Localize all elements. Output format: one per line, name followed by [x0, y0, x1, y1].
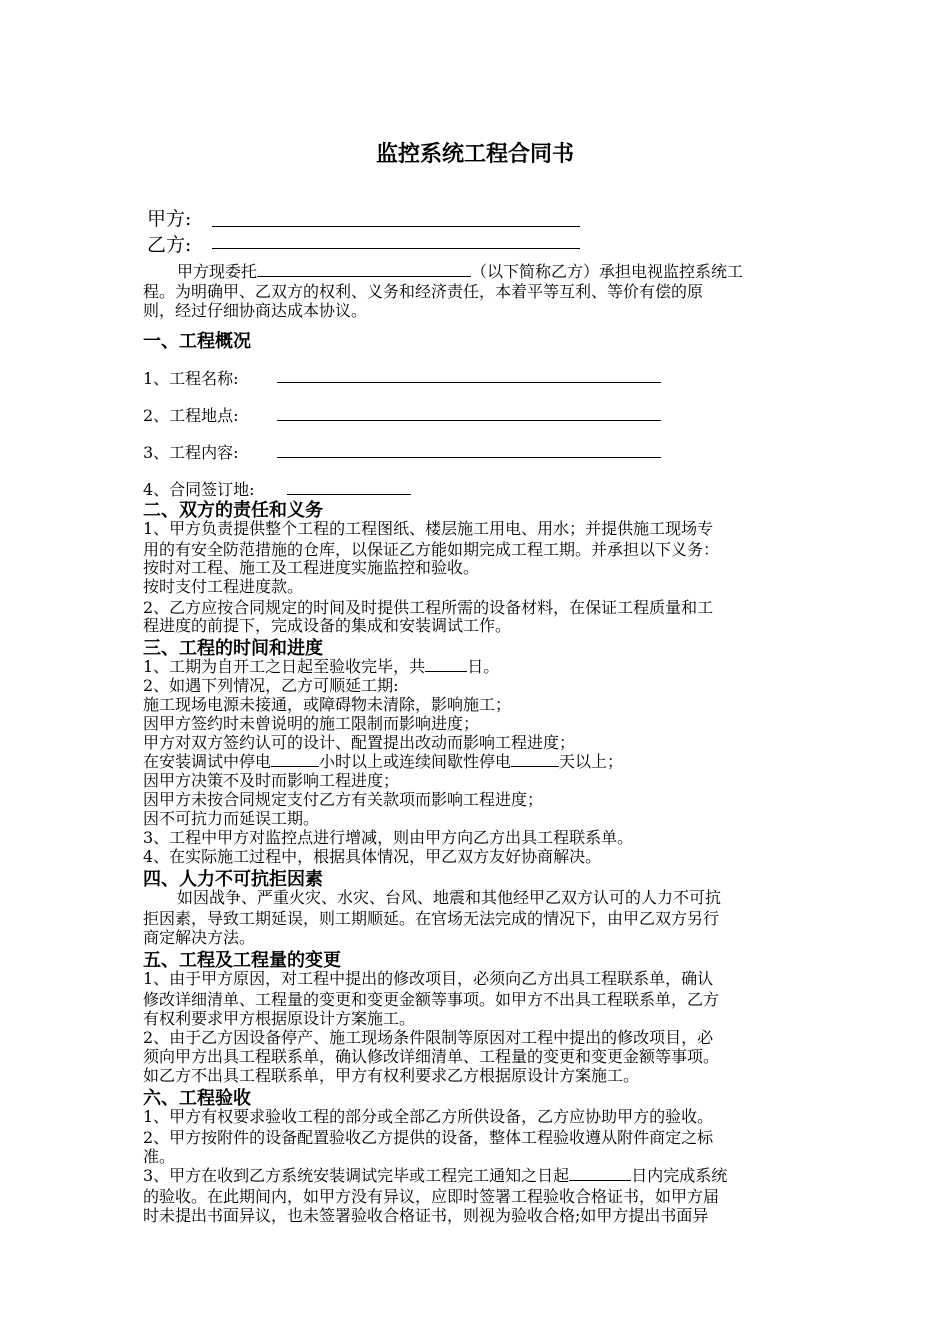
party-b-label: 乙方:: [147, 234, 192, 256]
section-5-heading: 五、工程及工程量的变更: [143, 950, 341, 971]
s2-line: 2、乙方应按合同规定的时间及时提供工程所需的设备材料，在保证工程质量和工: [143, 598, 714, 617]
signing-place-label: 4、合同签订地:: [143, 480, 255, 499]
project-location-blank[interactable]: [277, 420, 661, 421]
intro-line-1: [177, 261, 743, 282]
section-4-heading: 四、人力不可抗拒因素: [143, 869, 323, 890]
s6-line-4: [143, 1165, 727, 1186]
s3-line-6: [143, 751, 623, 772]
s3-l6-b: 小时以上或连续间歇性停电: [319, 752, 512, 771]
s2-line: 用的有安全防范措施的仓库，以保证乙方能如期完成工程工期。并承担以下义务：: [143, 540, 720, 559]
s3-line: 因不可抗力而延误工期。: [143, 809, 320, 828]
outage-days-blank[interactable]: [511, 752, 559, 767]
s3-line: 因甲方决策不及时而影响工程进度；: [143, 771, 400, 790]
s2-line: 按时支付工程进度款。: [143, 577, 304, 596]
project-name-blank[interactable]: [277, 382, 661, 383]
s6-line: 准。: [143, 1147, 176, 1166]
s6-line: 的验收。在此期间内，如甲方没有异议，应即时签署工程验收合格证书，如甲方届: [143, 1187, 720, 1206]
s3-l1-post: 日。: [467, 657, 500, 676]
s6-l4-post: 日内完成系统: [631, 1166, 728, 1185]
party-a-blank[interactable]: [212, 226, 580, 227]
intro-text-pre: 甲方现委托: [177, 262, 258, 281]
s6-line: 2、甲方按附件的设备配置验收乙方提供的设备，整体工程验收遵从附件商定之标: [143, 1128, 714, 1147]
project-content-blank[interactable]: [277, 457, 661, 458]
project-location-label: 2、工程地点:: [143, 406, 239, 425]
duration-days-blank[interactable]: [425, 657, 467, 672]
section-6-heading: 六、工程验收: [143, 1088, 251, 1109]
s6-l4-pre: 3、甲方在收到乙方系统安装调试完毕或工程完工通知之日起: [143, 1166, 570, 1185]
s3-line: 甲方对双方签约认可的设计、配置提出改动而影响工程进度；: [143, 733, 576, 752]
s5-line: 1、由于甲方原因，对工程中提出的修改项目，必须向乙方出具工程联系单，确认: [143, 969, 714, 988]
s5-line: 如乙方不出具工程联系单，甲方有权利要求乙方根据原设计方案施工。: [143, 1066, 640, 1085]
party-b-blank[interactable]: [212, 248, 580, 249]
s6-line: 1、甲方有权要求验收工程的部分或全部乙方所供设备，乙方应协助甲方的验收。: [143, 1107, 714, 1126]
party-a-label: 甲方:: [147, 208, 192, 230]
project-name-label: 1、工程名称:: [143, 369, 239, 388]
s3-l6-a: 在安装调试中停电: [143, 752, 272, 771]
page-title: 监控系统工程合同书: [375, 142, 574, 167]
signing-place-blank[interactable]: [287, 494, 411, 495]
section-1-heading: 一、工程概况: [143, 331, 251, 352]
s2-line: 1、甲方负责提供整个工程的工程图纸、楼层施工用电、用水；并提供施工现场专: [143, 519, 714, 538]
s2-line: 按时对工程、施工及工程进度实施监控和验收。: [143, 558, 480, 577]
s3-line: 因甲方签约时未曾说明的施工限制而影响进度；: [143, 714, 480, 733]
s2-line: 程进度的前提下，完成设备的集成和安装调试工作。: [143, 616, 512, 635]
s4-line: 拒因素，导致工期延误，则工期顺延。在官场无法完成的情况下，由甲乙双方另行: [143, 909, 720, 928]
intro-text-post: （以下简称乙方）承担电视监控系统工: [471, 262, 744, 281]
outage-hours-blank[interactable]: [271, 752, 319, 767]
s5-line: 有权利要求甲方根据原设计方案施工。: [143, 1009, 416, 1028]
s4-line: 如因战争、严重火灾、水灾、台风、地震和其他经甲乙双方认可的人力不可抗: [177, 888, 722, 907]
s3-line: 2、如遇下列情况，乙方可顺延工期:: [143, 676, 399, 695]
s6-line: 时未提出书面异议，也未签署验收合格证书，则视为验收合格;如甲方提出书面异: [143, 1206, 709, 1225]
project-content-label: 3、工程内容:: [143, 443, 239, 462]
s3-line-1: [143, 656, 499, 677]
s3-l1-pre: 1、工期为自开工之日起至验收完毕，共: [143, 657, 426, 676]
section-3-heading: 三、工程的时间和进度: [143, 638, 323, 659]
s5-line: 2、由于乙方因设备停产、施工现场条件限制等原因对工程中提出的修改项目，必: [143, 1028, 714, 1047]
s3-line: 因甲方未按合同规定支付乙方有关款项而影响工程进度；: [143, 790, 544, 809]
contractor-blank[interactable]: [257, 262, 471, 277]
s5-line: 修改详细清单、工程量的变更和变更金额等事项。如甲方不出具工程联系单，乙方: [143, 990, 720, 1009]
acceptance-days-blank[interactable]: [569, 1166, 631, 1181]
intro-line-3: 则，经过仔细协商达成本协议。: [143, 301, 368, 320]
s3-line: 3、工程中甲方对监控点进行增减，则由甲方向乙方出具工程联系单。: [143, 828, 634, 847]
s4-line: 商定解决方法。: [143, 928, 256, 947]
s3-l6-c: 天以上；: [559, 752, 624, 771]
intro-line-2: 程。为明确甲、乙双方的权利、义务和经济责任，本着平等互利、等价有偿的原: [143, 282, 704, 301]
s3-line: 4、在实际施工过程中，根据具体情况，甲乙双方友好协商解决。: [143, 847, 602, 866]
s5-line: 须向甲方出具工程联系单，确认修改详细清单、工程量的变更和变更金额等事项。: [143, 1047, 720, 1066]
section-2-heading: 二、双方的责任和义务: [143, 500, 323, 521]
s3-line: 施工现场电源未接通，或障碍物未清除，影响施工；: [143, 695, 512, 714]
